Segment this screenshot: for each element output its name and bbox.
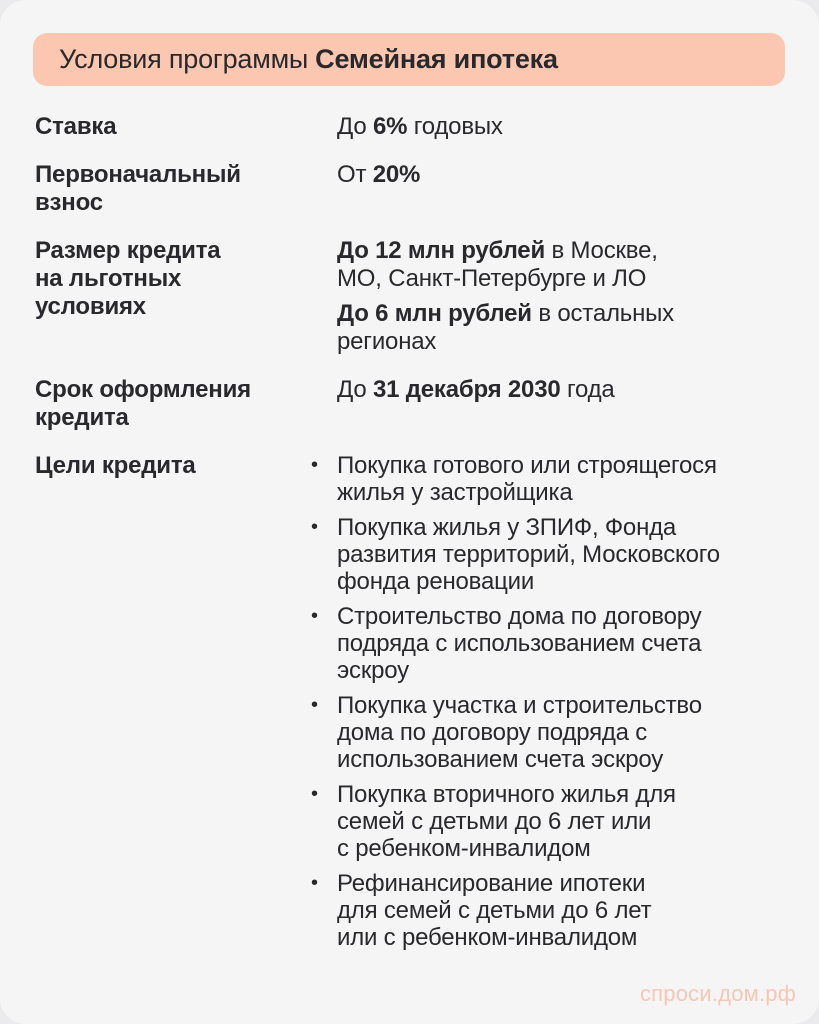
value-segment: До 6 млн рублей bbox=[337, 300, 532, 327]
row-label: Размер кредита на льготных условиях bbox=[35, 237, 221, 320]
title-banner bbox=[33, 33, 785, 86]
row-values bbox=[311, 237, 785, 356]
bullet-dot-icon: • bbox=[311, 872, 318, 894]
bullet-text: Покупка готового или строящегося жилья у застройщика bbox=[337, 452, 717, 506]
bullet-dot-icon: • bbox=[311, 454, 318, 476]
bullet-item bbox=[311, 692, 785, 773]
value-segment: 6% bbox=[372, 113, 408, 140]
table-row bbox=[35, 376, 785, 432]
value-segment: годовых bbox=[407, 113, 503, 140]
bullet-dot-icon: • bbox=[311, 516, 318, 538]
value-segment: До bbox=[337, 376, 373, 403]
footer-watermark: спроси.дом.рф bbox=[639, 981, 796, 1006]
bullet-text: Покупка жилья у ЗПИФ, Фонда развития территорий, Московского фонда реновации bbox=[337, 514, 720, 595]
value-segment: До 12 млн рублей bbox=[337, 237, 545, 264]
conditions-table bbox=[35, 113, 785, 951]
row-value bbox=[311, 237, 785, 293]
value-segment: До bbox=[337, 113, 373, 140]
row-value bbox=[311, 161, 785, 189]
row-value bbox=[311, 113, 785, 141]
bullet-item bbox=[311, 870, 785, 951]
bullet-dot-icon: • bbox=[311, 783, 318, 805]
value-segment: в Москве, МО, Санкт-Петербурге и ЛО bbox=[337, 237, 658, 292]
table-row bbox=[35, 452, 785, 951]
page-title-bold: Семейная ипотека bbox=[315, 44, 558, 74]
row-label: Цели кредита bbox=[35, 452, 196, 479]
bullet-dot-icon: • bbox=[311, 605, 318, 627]
value-segment: 31 декабря 2030 bbox=[372, 376, 561, 403]
value-segment: в остальных регионах bbox=[337, 300, 674, 355]
bullet-text: Строительство дома по договору подряда с использованием счета эскроу bbox=[337, 603, 702, 684]
bullet-text: Рефинансирование ипотеки для семей с детьми до 6 лет или с ребенком-инвалидом bbox=[337, 870, 652, 951]
table-row bbox=[35, 237, 785, 356]
value-segment: От bbox=[337, 161, 373, 188]
bullet-item bbox=[311, 781, 785, 862]
row-label: Ставка bbox=[35, 113, 117, 140]
bullet-text: Покупка участка и строительство дома по договору подряда с использованием счета эскроу bbox=[337, 692, 702, 773]
row-value bbox=[311, 300, 785, 356]
row-label: Первоначальный взнос bbox=[35, 161, 241, 216]
row-value bbox=[311, 376, 785, 404]
bullet-item bbox=[311, 452, 785, 506]
row-values bbox=[311, 113, 785, 141]
row-values bbox=[311, 376, 785, 404]
table-row bbox=[35, 113, 785, 141]
table-row bbox=[35, 161, 785, 217]
value-segment: 20% bbox=[372, 161, 421, 188]
bullet-item bbox=[311, 603, 785, 684]
row-label: Срок оформления кредита bbox=[35, 376, 251, 431]
row-values bbox=[311, 452, 785, 951]
bullet-text: Покупка вторичного жилья для семей с детьми до 6 лет или с ребенком-инвалидом bbox=[337, 781, 676, 862]
page-title-regular: Условия программы bbox=[59, 44, 309, 74]
bullet-item bbox=[311, 514, 785, 595]
value-segment: года bbox=[560, 376, 615, 403]
bullet-dot-icon: • bbox=[311, 694, 318, 716]
row-values bbox=[311, 161, 785, 189]
